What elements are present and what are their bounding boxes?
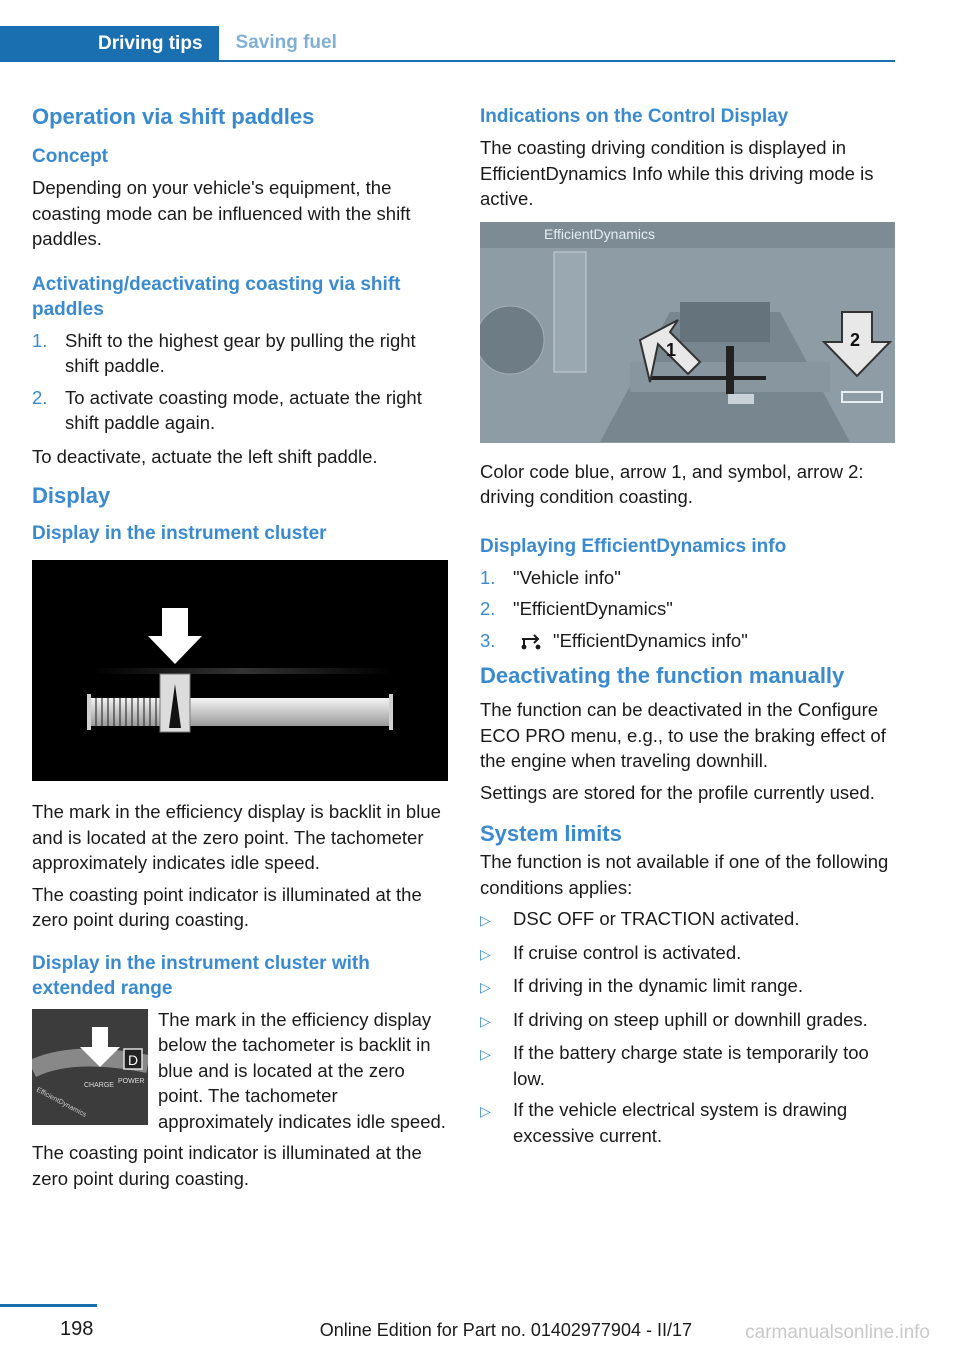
gear-label: D <box>127 1051 139 1068</box>
tab-saving-fuel-label: Saving fuel <box>235 32 337 53</box>
paragraph-coasting-point-2: The coasting point indicator is illuminated at the zero point during coasting. <box>32 1142 422 1189</box>
limit-text: If the battery charge state is temporarily too low. <box>513 1042 869 1089</box>
edition-text: Online Edition for Part no. 01402977904 - II/17 <box>319 1320 692 1340</box>
watermark: carmanualsonline.info <box>745 1322 930 1343</box>
list-item <box>32 328 448 379</box>
extended-range-image <box>32 1009 148 1125</box>
heading-extended: Display in the instrument cluster with extended range <box>32 952 370 999</box>
list-item <box>480 940 896 968</box>
tab-driving-tips[interactable]: Driving tips <box>0 26 219 62</box>
paragraph-mark-extended: The mark in the efficiency display below the tachometer is backlit in blue and is located at the zero point. The tachometer approximately indicates idle speed. <box>158 1008 446 1132</box>
limit-text: If cruise control is activated. <box>513 941 742 963</box>
list-item <box>480 565 896 591</box>
header-tabs <box>0 26 895 62</box>
ed-label: EfficientDynamics <box>35 1086 88 1119</box>
menu-steps <box>480 565 896 654</box>
step-text: "EfficientDynamics info" <box>553 629 748 651</box>
triangle-bullet-icon: ▷ <box>480 1012 491 1029</box>
limits-list <box>480 906 896 1148</box>
limit-text: If driving on steep uphill or downhill grades. <box>513 1008 868 1030</box>
heading-operation: Operation via shift paddles <box>32 104 315 129</box>
triangle-bullet-icon: ▷ <box>480 1046 491 1062</box>
list-item <box>480 1007 896 1035</box>
limit-text: DSC OFF or TRACTION activated. <box>513 908 800 929</box>
paragraph-deactivate: To deactivate, actuate the left shift paddle. <box>32 445 378 467</box>
paragraph-coasting-point: The coasting point indicator is illuminated at the zero point during coasting. <box>32 883 422 930</box>
list-item <box>480 973 896 1001</box>
paragraph-color-code: Color code blue, arrow 1, and symbol, arrow 2: driving condition coasting. <box>480 460 864 507</box>
step-text: Shift to the highest gear by pulling the right shift paddle. <box>65 329 416 376</box>
triangle-bullet-icon: ▷ <box>480 945 491 962</box>
page-number: 198 <box>60 1318 94 1340</box>
right-column <box>480 98 896 1156</box>
list-item <box>480 906 896 934</box>
footer-rule <box>0 1304 97 1307</box>
limit-text: If the vehicle electrical system is drawing excessive current. <box>513 1099 848 1146</box>
paragraph-mark: The mark in the efficiency display is backlit in blue and is located at the zero point. The tachometer approximately indicates idle speed. <box>32 801 441 873</box>
activation-steps <box>32 328 448 436</box>
paragraph-limits: The function is not available if one of the following conditions applies: <box>480 851 889 898</box>
left-column <box>32 98 448 1197</box>
limit-text: If driving in the dynamic limit range. <box>513 975 803 996</box>
paragraph-settings: Settings are stored for the profile currently used. <box>480 781 875 803</box>
step-text: To activate coasting mode, actuate the right shift paddle again. <box>65 386 422 433</box>
arrow-2-label: 2 <box>850 329 861 350</box>
heading-display-cluster: Display in the instrument cluster <box>32 523 327 544</box>
step-number: 3. <box>480 629 496 651</box>
step-text: "EfficientDynamics" <box>513 598 673 619</box>
heading-indications: Indications on the Control Display <box>480 106 789 127</box>
list-item <box>480 1040 896 1091</box>
paragraph-indications: The coasting driving condition is displayed in EfficientDynamics Info while this driving mode is active. <box>480 137 874 209</box>
step-number: 2. <box>32 386 48 408</box>
heading-deactivating: Deactivating the function manually <box>480 663 845 688</box>
power-label: POWER <box>118 1077 145 1085</box>
triangle-bullet-icon: ▷ <box>480 979 491 995</box>
list-item <box>32 385 448 436</box>
triangle-bullet-icon: ▷ <box>480 1103 491 1119</box>
heading-displaying: Displaying EfficientDynamics info <box>480 535 787 557</box>
step-number: 1. <box>480 566 496 588</box>
step-text: "Vehicle info" <box>513 566 621 588</box>
heading-activating: Activating/deactivating coasting via shift paddles <box>32 273 401 320</box>
arrow-1-label: 1 <box>666 339 677 360</box>
tab-saving-fuel[interactable] <box>219 26 895 62</box>
heading-concept: Concept <box>32 146 108 167</box>
heading-system-limits: System limits <box>480 821 622 846</box>
heading-display: Display <box>32 483 111 508</box>
list-item <box>480 596 896 622</box>
step-number: 1. <box>32 329 48 351</box>
route-options-icon <box>519 631 545 651</box>
paragraph-deactivating: The function can be deactivated in the Configure ECO PRO menu, e.g., to use the braking effect of the engine when traveling downhill. <box>480 699 886 771</box>
list-item <box>480 628 896 654</box>
charge-label: CHARGE <box>84 1081 114 1089</box>
ed-title: EfficientDynamics <box>544 225 656 242</box>
efficiency-display-image <box>32 560 448 781</box>
control-display-image <box>480 222 895 443</box>
paragraph-concept: Depending on your vehicle's equipment, the coasting mode can be influenced with the shift paddles. <box>32 177 411 249</box>
list-item <box>480 1097 896 1148</box>
step-number: 2. <box>480 598 496 619</box>
triangle-bullet-icon: ▷ <box>480 912 491 928</box>
